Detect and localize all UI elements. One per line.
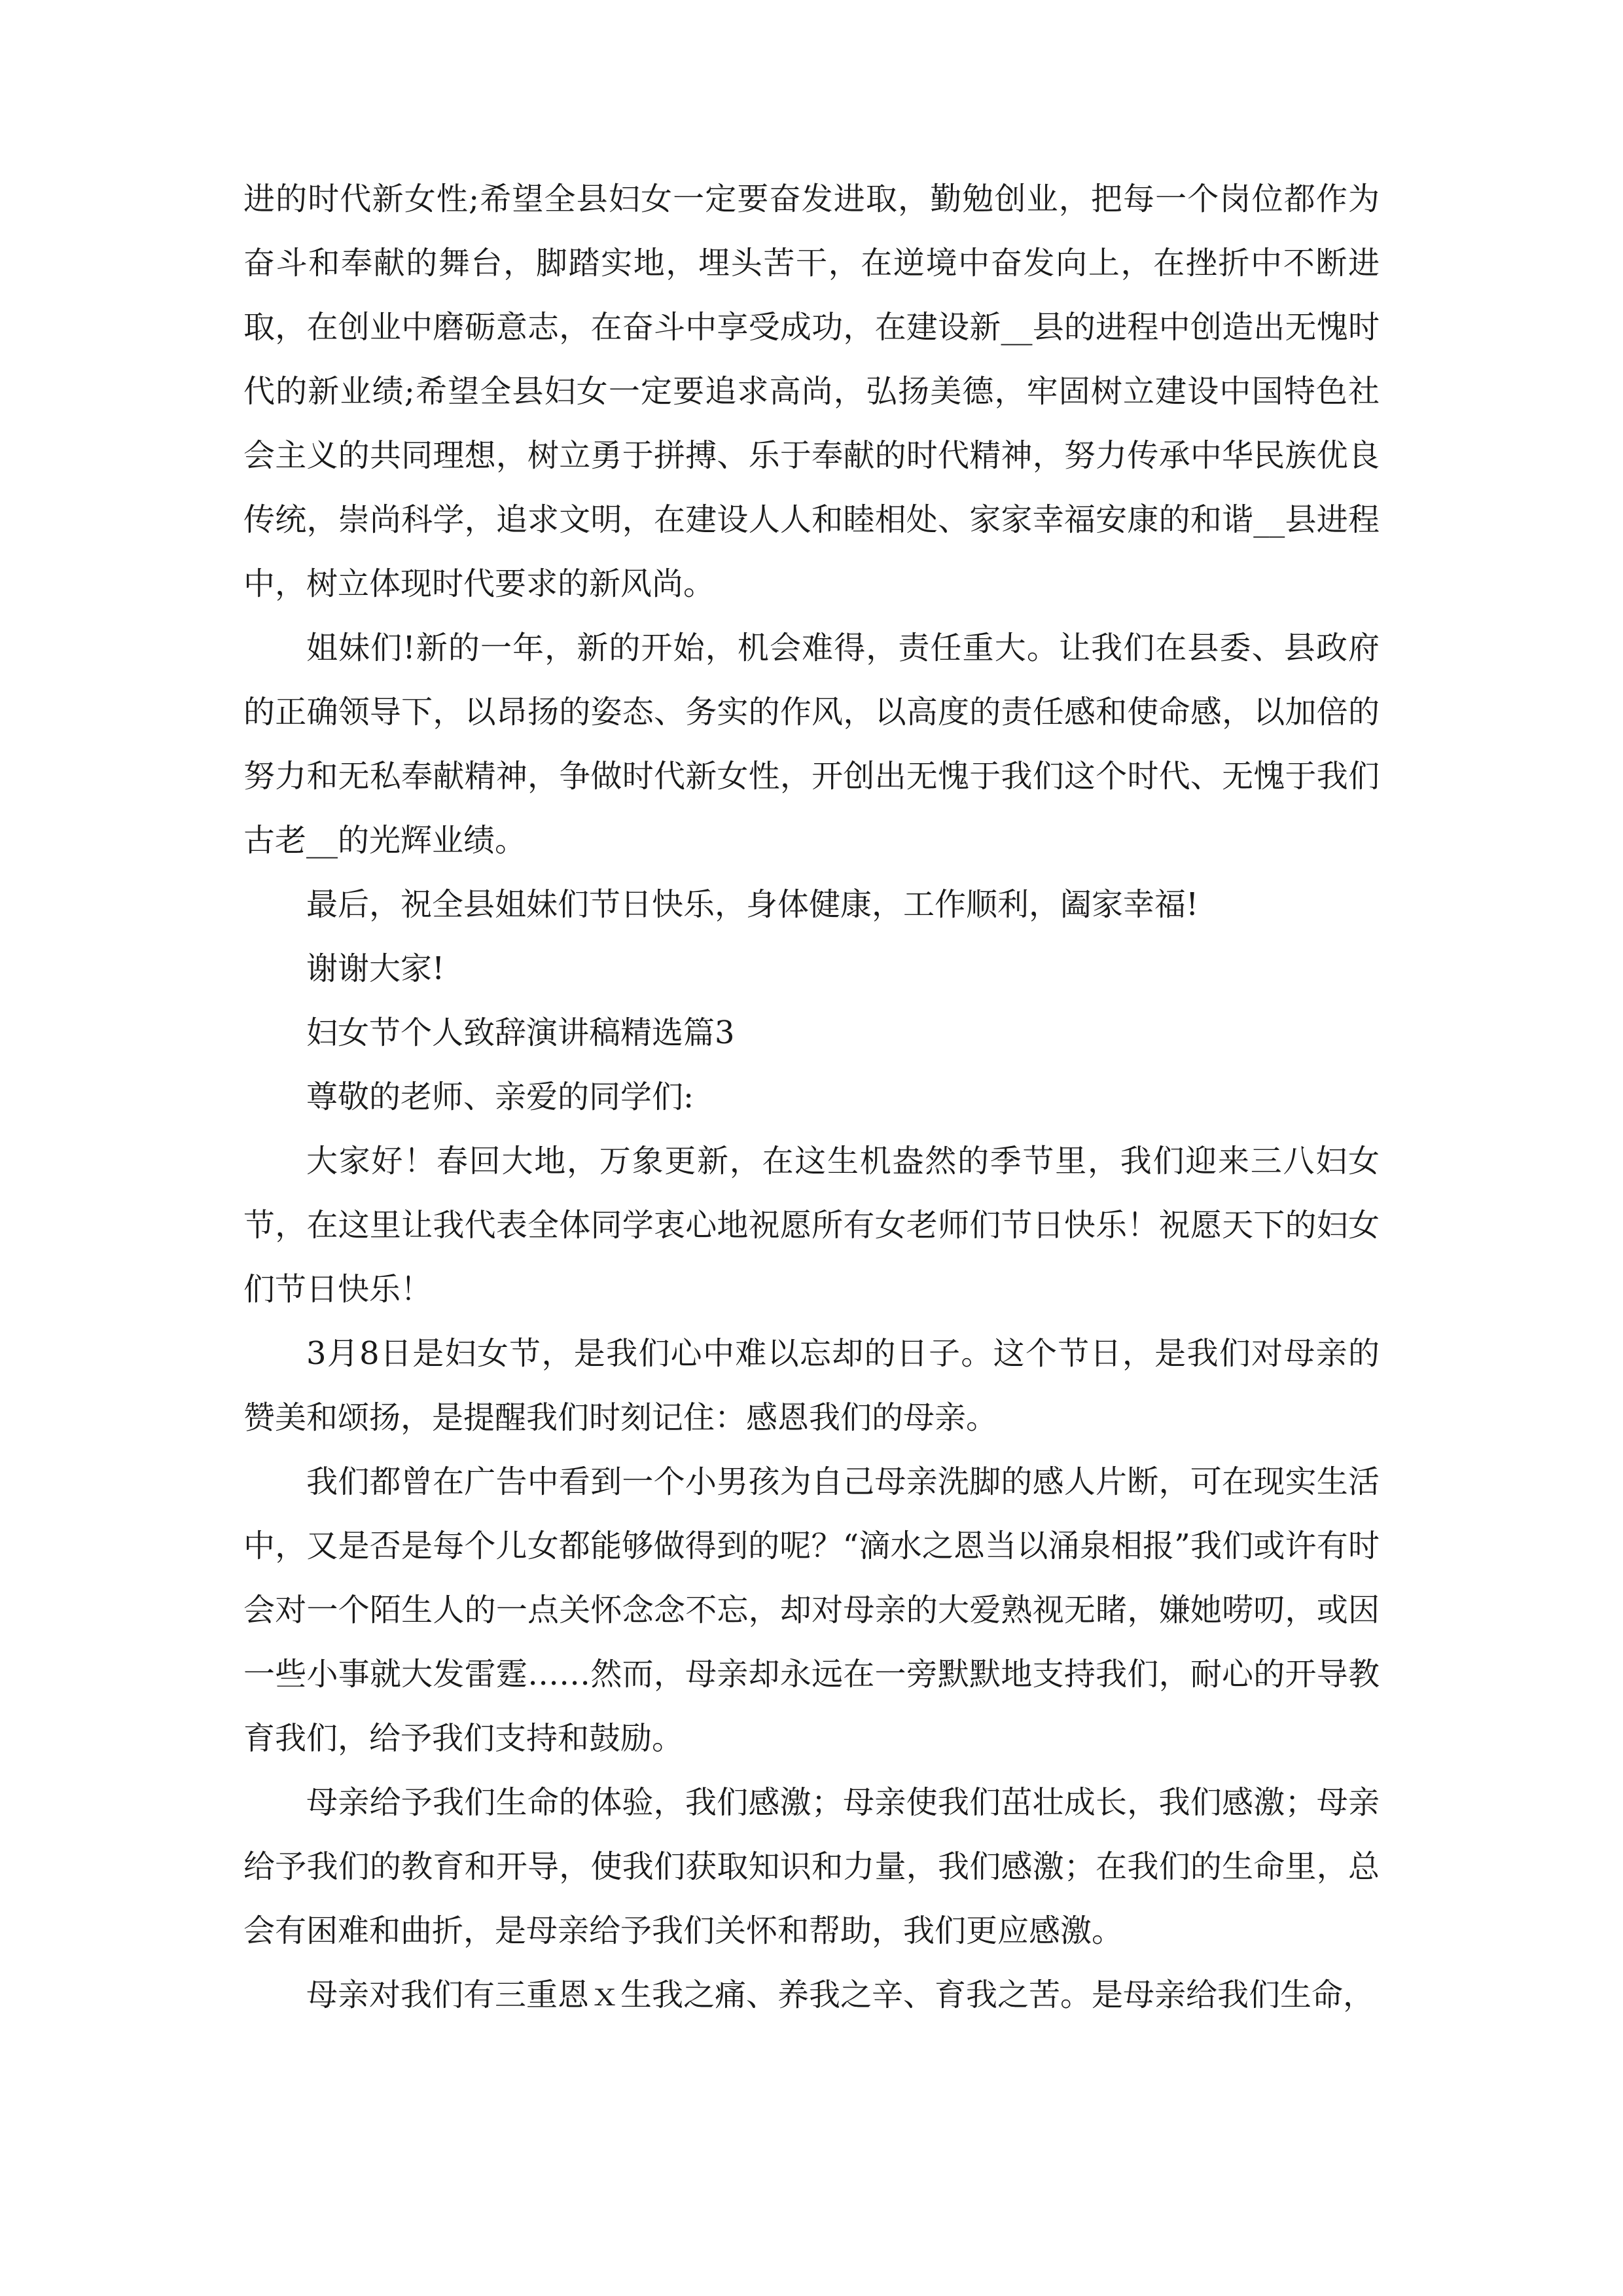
paragraph: 大家好！春回大地，万象更新，在这生机盎然的季节里，我们迎来三八妇女节，在这里让我代表全体同学衷心地祝愿所有女老师们节日快乐！祝愿天下的妇女们节日快乐！ [243, 1143, 1380, 1308]
paragraph: 我们都曾在广告中看到一个小男孩为自己母亲洗脚的感人片断，可在现实生活中，又是否是每个儿女都能够做得到的呢？“滴水之恩当以涌泉相报”我们或许有时会对一个陌生人的一点关怀念念不忘，却对母亲的大爱熟视无睹，嫌她唠叨，或因一些小事就大发雷霆……然而，母亲却永远在一旁默默地支持我们，耐心的开导教育我们，给予我们支持和鼓励。 [243, 1463, 1380, 1757]
paragraph: 最后，祝全县姐妹们节日快乐，身体健康，工作顺利，阖家幸福! [306, 886, 1199, 923]
salutation: 尊敬的老师、亲爱的同学们: [306, 1079, 694, 1115]
section-heading: 妇女节个人致辞演讲稿精选篇3 [306, 1014, 735, 1051]
paragraph: 姐妹们!新的一年，新的开始，机会难得，责任重大。让我们在县委、县政府的正确领导下，以昂扬的姿态、务实的作风，以高度的责任感和使命感，以加倍的努力和无私奉献精神，争做时代新女性，开创出无愧于我们这个时代、无愧于我们古老__的光辉业绩。 [243, 630, 1380, 859]
paragraph: 3月8日是妇女节，是我们心中难以忘却的日子。这个节日，是我们对母亲的赞美和颂扬，是提醒我们时刻记住：感恩我们的母亲。 [243, 1335, 1380, 1436]
paragraph-continued: 进的时代新女性;希望全县妇女一定要奋发进取，勤勉创业，把每一个岗位都作为奋斗和奉献的舞台，脚踏实地，埋头苦干，在逆境中奋发向上，在挫折中不断进取，在创业中磨砺意志，在奋斗中享受成功，在建设新__县的进程中创造出无愧时代的新业绩;希望全县妇女一定要追求高尚，弘扬美德，牢固树立建设中国特色社会主义的共同理想，树立勇于拼搏、乐于奉献的时代精神，努力传承中华民族优良传统，崇尚科学，追求文明，在建设人人和睦相处、家家幸福安康的和谐__县进程中，树立体现时代要求的新风尚。 [243, 181, 1380, 602]
paragraph: 谢谢大家! [306, 950, 445, 987]
document-body [243, 167, 1380, 2027]
paragraph: 母亲给予我们生命的体验，我们感激；母亲使我们茁壮成长，我们感激；母亲给予我们的教育和开导，使我们获取知识和力量，我们感激；在我们的生命里，总会有困难和曲折，是母亲给予我们关怀和帮助，我们更应感激。 [243, 1784, 1380, 1949]
paragraph: 母亲对我们有三重恩ｘ生我之痛、养我之辛、育我之苦。是母亲给我们生命， [306, 1977, 1375, 2013]
